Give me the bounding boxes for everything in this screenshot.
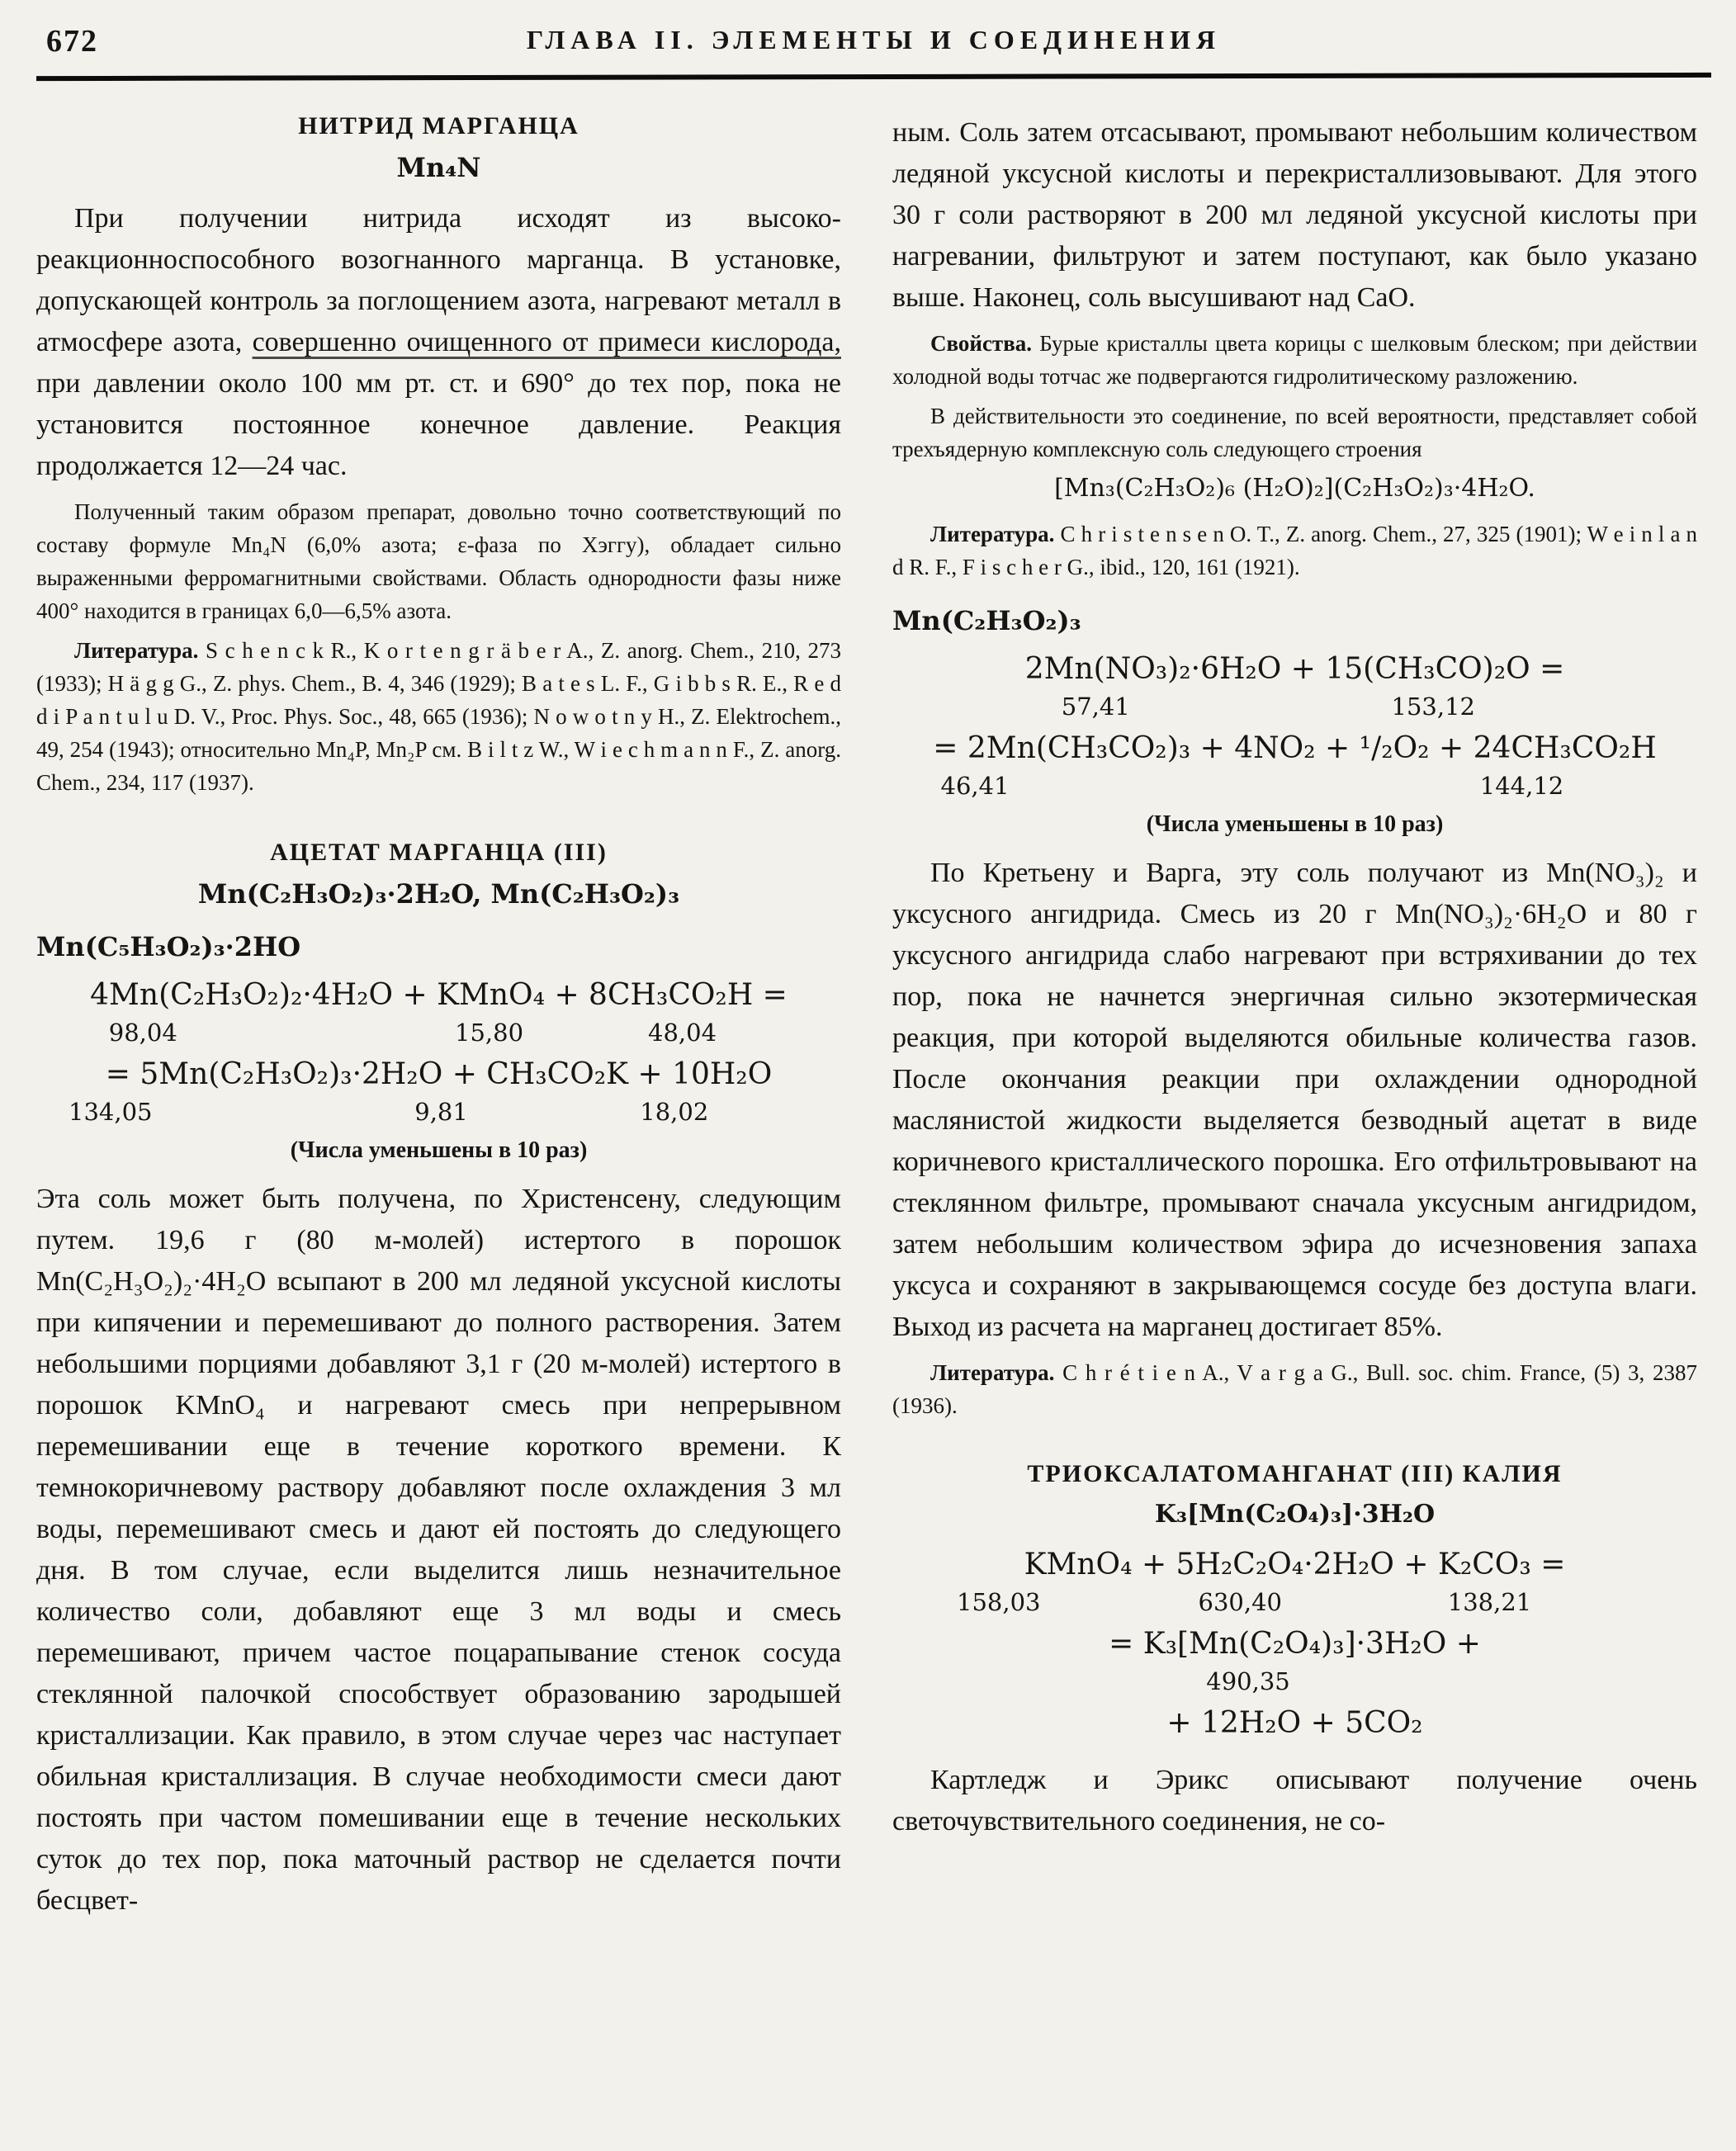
- formula-acetate-pair: Mn(C₂H₃O₂)₃·2H₂O, Mn(C₂H₃O₂)₃: [197, 878, 680, 910]
- literature-label: Литература.: [74, 638, 199, 663]
- molecular-weight: 48,04: [648, 1019, 717, 1047]
- paragraph-nitride-preparation: [36, 198, 841, 487]
- paragraph-acetate-preparation: Эта соль может быть получена, по Христенсену, следующим путем. 19,6 г (80 м-молей) истертого в порошок Mn(C₂H₃O₂)₂·4H₂O всыпают в 200 мл ледяной уксусной кислоты при кипячении и перемешивают до полного растворения. Затем небольшими порциями добавляют 3,1 г (20 м-молей) истертого в порошок KMnO₄ и нагревают смесь при непрерывном перемешивании еще в течение короткого времени. К темнокоричневому раствору добавляют после охлаждения 3 мл воды, перемешивают смесь и дают ей постоять до следующего дня. В том случае, если выделится лишь незначительное количество соли, добавляют еще 3 мл воды и смесь перемешивают, причем частое поцарапывание стенок сосуда стеклянной палочкой способствует образованию зародышей кристаллизации. Как правило, в этом случае через час наступает обильная кристаллизация. В случае необходимости смеси дают постоять при частом помешивании еще в течение нескольких суток до тех пор, пока маточный раствор не сделается почти бесцвет-: [36, 1184, 841, 1916]
- molecular-weight: 15,80: [455, 1019, 524, 1047]
- molecular-weight: 134,05: [69, 1098, 153, 1126]
- properties-label: Свойства.: [930, 331, 1033, 356]
- right-column: [892, 112, 1697, 1930]
- molecular-weight: 98,04: [108, 1019, 177, 1047]
- equation-weights-row: [36, 1096, 841, 1132]
- properties-text: Бурые кристаллы цвета корицы с шелковым блеском; при действии холодной воды тотчас же подвергаются гидролитическому разложению.: [892, 331, 1697, 389]
- molecular-weight: 490,35: [1206, 1667, 1290, 1695]
- equation-line: 2Mn(NO₃)₂·6H₂O + 15(CH₃CO)₂O =: [1024, 652, 1565, 686]
- equation-nitrate-anhydride: [892, 648, 1697, 838]
- equation-line: 4Mn(C₂H₃O₂)₂·4H₂O + KMnO₄ + 8CH₃CO₂H =: [90, 978, 788, 1012]
- section-title-manganese-acetate: АЦЕТАТ МАРГАНЦА (III): [270, 839, 608, 866]
- paragraph-cartledge-ericks: Картледж и Эрикс описывают получение очень светочувствительного соединения, не со-: [892, 1765, 1697, 1837]
- formula-mn4n: Mn₄N: [396, 152, 481, 183]
- formula-acetate-side: Mn(C₅H₃O₂)₃·2HO: [36, 931, 301, 962]
- two-column-text: [36, 112, 1711, 1930]
- literature-acetate-dihydrate: [892, 518, 1697, 584]
- molecular-weight: 18,02: [640, 1098, 709, 1126]
- equation-line: = 5Mn(C₂H₃O₂)₃·2H₂O + CH₃CO₂K + 10H₂O: [105, 1057, 773, 1091]
- molecular-weight: 57,41: [1061, 693, 1130, 721]
- molecular-weight: 153,12: [1391, 693, 1475, 721]
- pencil-underlined-text: совершенно очищенного от примеси кислорода,: [252, 327, 841, 357]
- molecular-weight: 158,03: [957, 1588, 1041, 1616]
- paragraph-nitride-properties: Полученный таким образом препарат, довольно точно соответствующий по составу формуле Mn₄N (6,0% азота; ε-фаза по Хэггу), обладает сильно выраженными ферромагнитными свойствами. Область однородности фазы ниже 400° находится в границах 6,0—6,5% азота.: [36, 499, 841, 623]
- equation-line: + 12H₂O + 5CO₂: [1166, 1706, 1423, 1740]
- header-rule: [36, 73, 1711, 81]
- formula-anhydrous-acetate: Mn(C₂H₃O₂)₃: [892, 605, 1081, 636]
- literature-text: S c h e n c k R., K o r t e n g r ä b e r A., Z. anorg. Chem., 210, 273 (1933); H ä g g G., Z. phys. Chem., B. 4, 346 (1929); B a t e s L. F., G i b b s R. E., R e d d i P a n t u l u D. V., Proc. Phys. Soc., 48, 665 (1936); N o w o t n y H., Z. Elektrochem., 49, 254 (1943); относительно Mn₄P, Mn₂P см. B i l t z W., W i e c h m a n n F., Z. anorg. Chem., 234, 117 (1937).: [36, 638, 841, 795]
- paragraph-chretien-varga-method: По Кретьену и Варга, эту соль получают из Mn(NO₃)₂ и уксусного ангидрида. Смесь из 20 г Mn(NO₃)₂·6H₂O и 80 г уксусного ангидрида слабо нагревают при встряхивании до тех пор, пока не начнется энергичная сильно экзотермическая реакция, при которой выделяются обильные количества газов. После окончания реакции при охлаждении однородной маслянистой жидкости выделяется безводный ацетат в виде коричневого кристаллического порошка. Его отфильтровывают на стеклянном фильтре, промывают сначала уксусным ангидридом, затем небольшим количеством эфира до исчезновения запаха уксуса и сохраняют в закрывающемся сосуде без доступа влаги. Выход из расчета на марганец достигает 85%.: [892, 858, 1697, 1342]
- page-header: [36, 15, 1711, 68]
- equation-acetate-permanganate: [36, 974, 841, 1164]
- equation-trioxalatomanganate: [892, 1544, 1697, 1745]
- literature-anhydrous-acetate: [892, 1356, 1697, 1422]
- section-title-manganese-nitride: НИТРИД МАРГАНЦА: [298, 112, 579, 139]
- molecular-weight: 46,41: [940, 772, 1010, 800]
- equation-line: = 2Mn(CH₃CO₂)₃ + 4NO₂ + ¹/₂O₂ + 24CH₃CO₂H: [933, 731, 1657, 765]
- paragraph-text: При получении нитрида исходят из высоко-реакционноспособного возогнанного марганца. В установке, допускающей контроль за поглощением азота, нагревают металл в атмосфере азота,: [36, 203, 841, 357]
- equation-weights-row: [892, 1666, 1697, 1702]
- paragraph-properties: [892, 327, 1697, 393]
- paragraph-salt-workup: ным. Соль затем отсасывают, промывают небольшим количеством ледяной уксусной кислоты и перекристаллизовывают. Для этого 30 г соли растворяют в 200 мл ледяной уксусной кислоты при нагревании, фильтруют и затем поступают, как было указано выше. Наконец, соль высушивают над CaO.: [892, 117, 1697, 313]
- literature-nitride: [36, 634, 841, 799]
- molecular-weight: 138,21: [1447, 1588, 1532, 1616]
- section-title-trioxalatomanganate: ТРИОКСАЛАТОМАНГАНАТ (III) КАЛИЯ: [1027, 1460, 1563, 1487]
- formula-trioxalatomanganate: K₃[Mn(C₂O₄)₃]·3H₂O: [1154, 1500, 1436, 1529]
- equation-weights-row: [892, 770, 1697, 806]
- molecular-weight: 144,12: [1479, 772, 1564, 800]
- literature-text: C h r é t i e n A., V a r g a G., Bull. soc. chim. France, (5) 3, 2387 (1936).: [892, 1360, 1697, 1418]
- left-column: [36, 112, 841, 1930]
- formula-trinuclear-complex: [Mn₃(C₂H₃O₂)₆ (H₂O)₂](C₂H₃O₂)₃·4H₂O.: [1054, 474, 1535, 503]
- running-title: ГЛАВА II. ЭЛЕМЕНТЫ И СОЕДИНЕНИЯ: [526, 25, 1222, 54]
- paragraph-text: при давлении около 100 мм рт. ст. и 690° до тех пор, пока не установится постоянное конечное давление. Реакция продолжается 12—24 час.: [36, 368, 841, 481]
- equation-caption: (Числа уменьшены в 10 раз): [290, 1137, 588, 1163]
- equation-weights-row: [36, 1017, 841, 1053]
- equation-line: KMnO₄ + 5H₂C₂O₄·2H₂O + K₂CO₃ =: [1024, 1548, 1566, 1581]
- equation-caption: (Числа уменьшены в 10 раз): [1146, 811, 1444, 837]
- molecular-weight: 630,40: [1198, 1588, 1282, 1616]
- literature-label: Литература.: [930, 522, 1055, 546]
- molecular-weight: 9,81: [414, 1098, 468, 1126]
- literature-label: Литература.: [930, 1360, 1055, 1385]
- equation-line: = K₃[Mn(C₂O₄)₃]·3H₂O +: [1109, 1627, 1481, 1661]
- paragraph-complex-structure: В действительности это соединение, по всей вероятности, представляет собой трехъядерную комплексную соль следующего строения: [892, 404, 1697, 461]
- equation-weights-row: [892, 691, 1697, 727]
- page-number: 672: [46, 24, 98, 59]
- literature-text: C h r i s t e n s e n O. T., Z. anorg. Chem., 27, 325 (1901); W e i n l a n d R. F., F i s c h e r G., ibid., 120, 161 (1921).: [892, 522, 1698, 579]
- equation-weights-row: [892, 1586, 1697, 1623]
